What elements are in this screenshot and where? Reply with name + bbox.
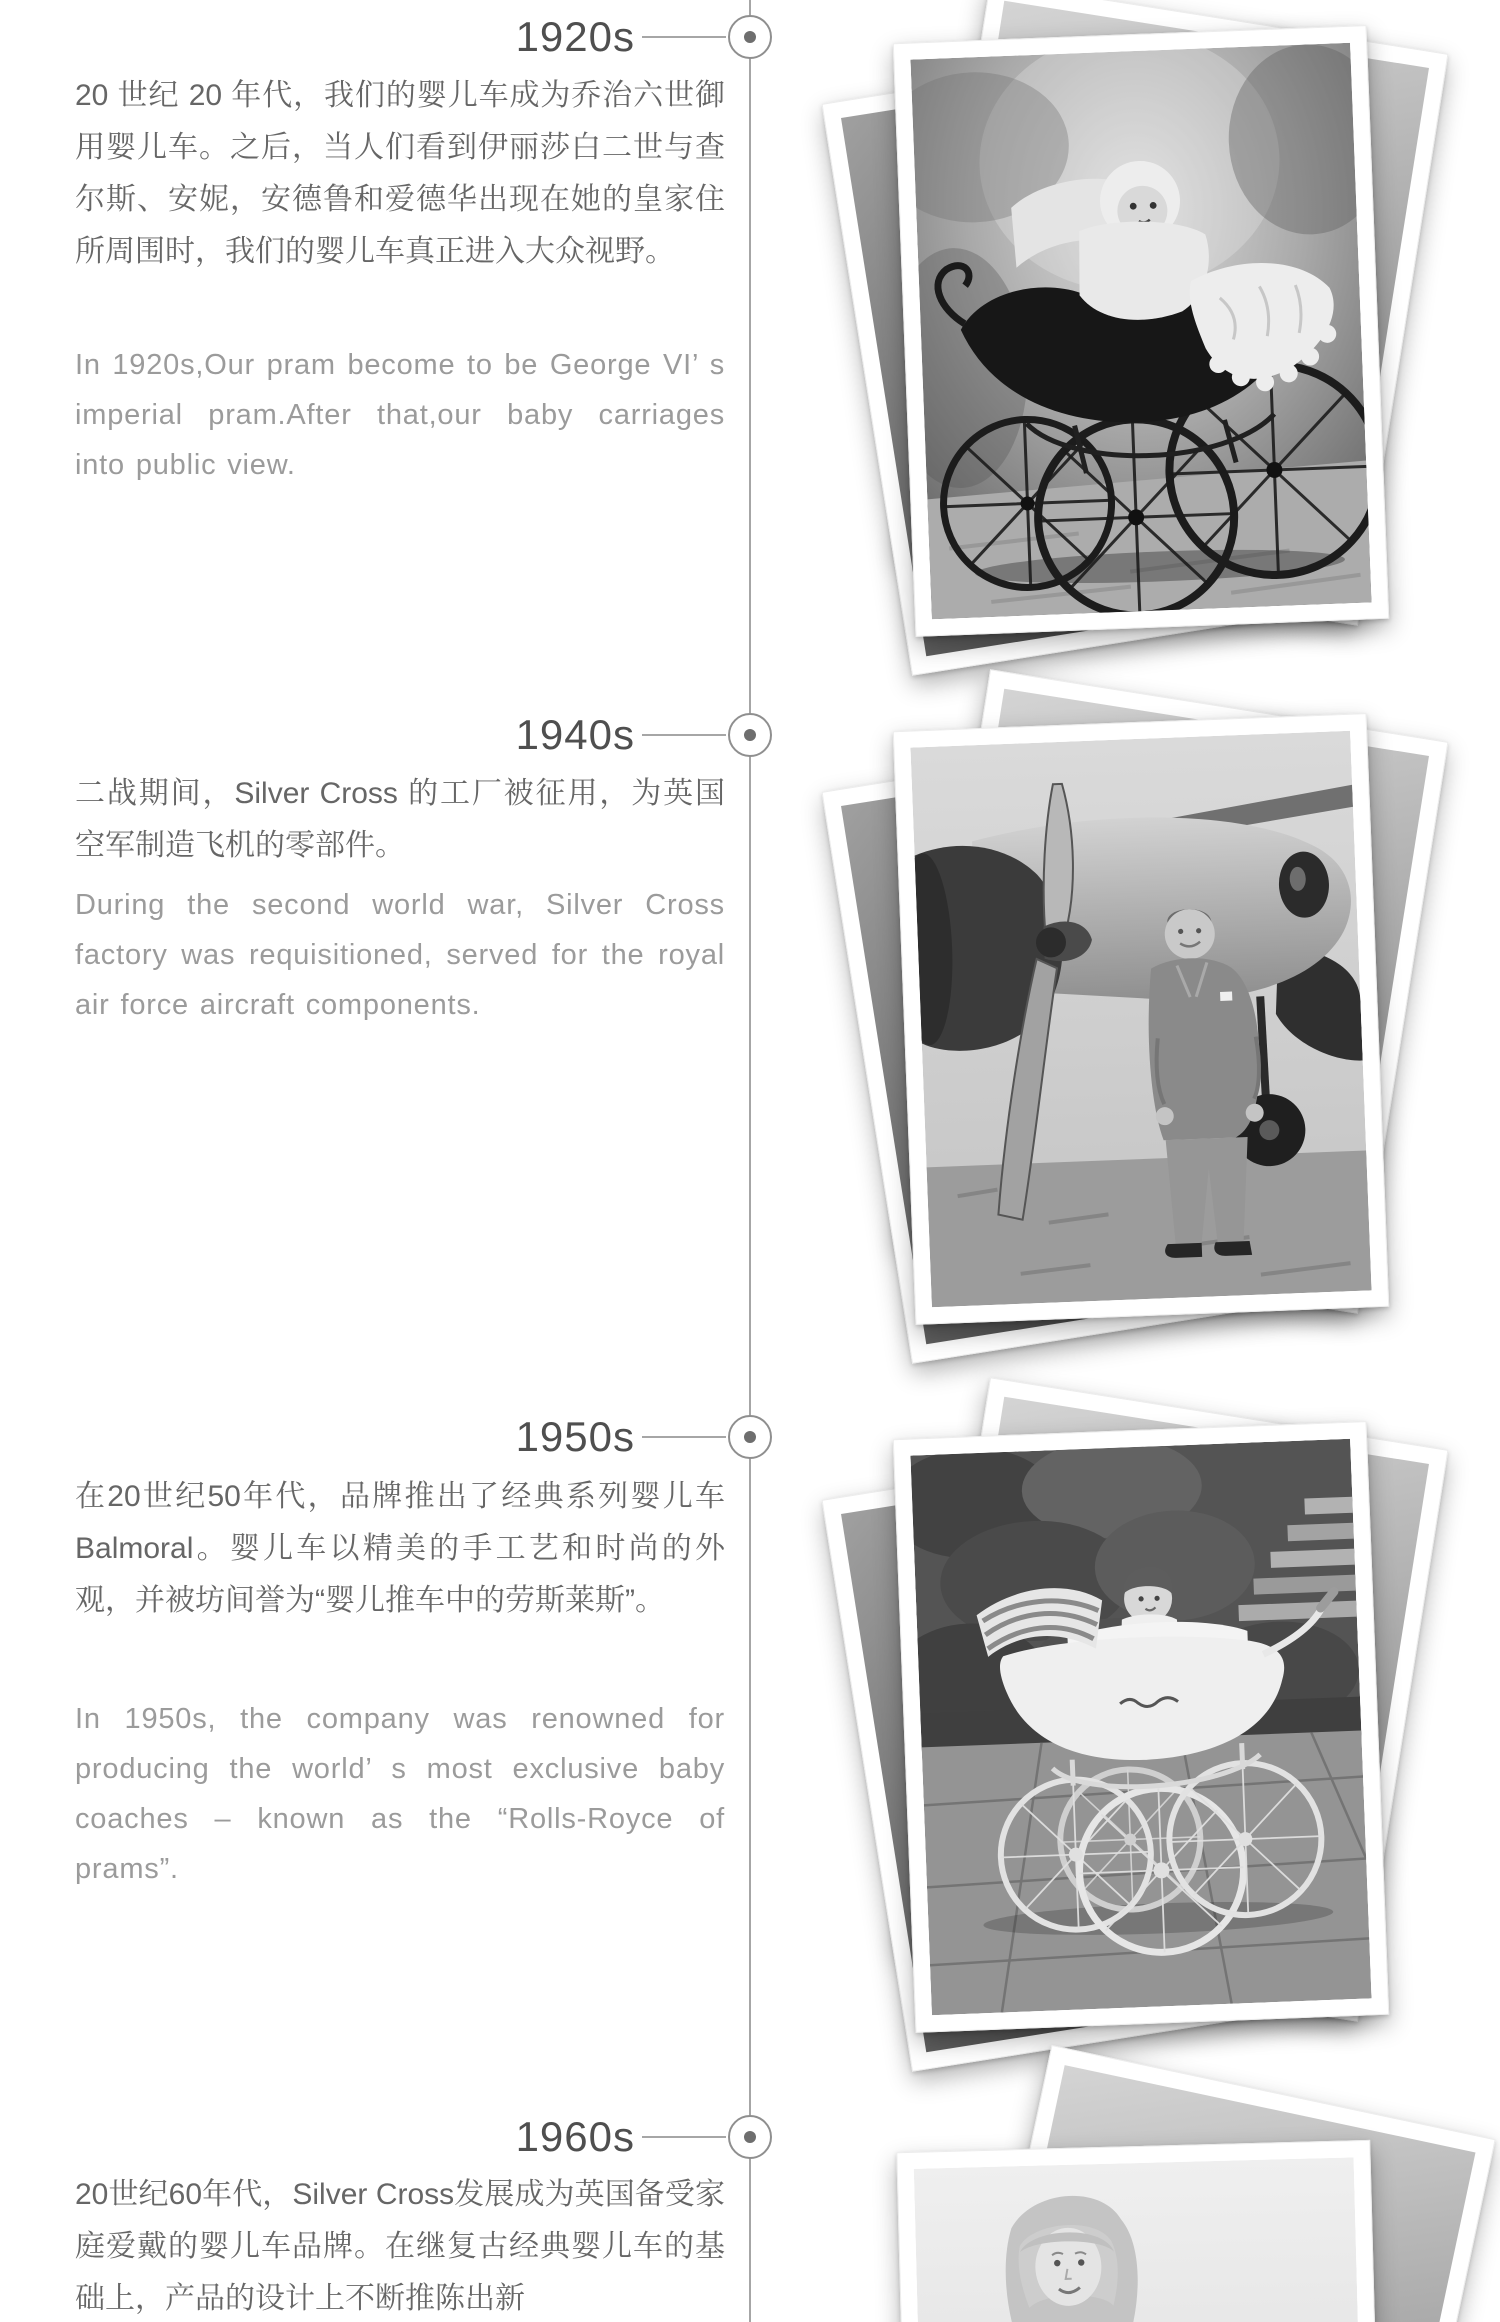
- paragraph-zh-1920s: 20 世纪 20 年代，我们的婴儿车成为乔治六世御用婴儿车。之后，当人们看到伊丽莎白二世与查尔斯、安妮，安德鲁和爱德华出现在她的皇家住所周围时，我们的婴儿车真正进入大众视野。: [75, 79, 725, 268]
- garden-pram-photo-illustration: [910, 1439, 1371, 2015]
- timeline-node-icon: [728, 15, 772, 59]
- timeline-node-icon: [728, 2115, 772, 2159]
- photo-main-1920s: [893, 25, 1389, 637]
- vintage-pram-photo-illustration: [910, 43, 1371, 619]
- timeline-connector: [642, 2136, 726, 2138]
- paragraph-en-1950s: In 1950s, the company was renowned for producing the world’ s most exclusive baby coaches – known as the “Rolls-Royce of prams”.: [75, 1703, 725, 1885]
- photo-main-1960s: [896, 2140, 1385, 2322]
- timeline-connector: [642, 36, 726, 38]
- timeline-connector: [642, 734, 726, 736]
- paragraph-zh-1940s: 二战期间，Silver Cross 的工厂被征用，为英国空军制造飞机的零部件。: [75, 777, 725, 862]
- decade-label-1940s: 1940s: [515, 711, 635, 758]
- photo-stack-1960s: [868, 2060, 1448, 2322]
- airplane-man-photo-illustration: [910, 731, 1371, 1307]
- paragraph-en-1920s: In 1920s,Our pram become to be George VI’ s imperial pram.After that,our baby carriages into public view.: [75, 349, 725, 481]
- timeline-connector: [642, 1436, 726, 1438]
- photo-stack-1940s: [868, 700, 1448, 1360]
- decade-label-1960s: 1960s: [515, 2113, 635, 2160]
- decade-label-1950s: 1950s: [515, 1413, 635, 1460]
- paragraph-zh-1950s: 在20世纪50年代，品牌推出了经典系列婴儿车Balmoral。婴儿车以精美的手工艺和时尚的外观，并被坊间誉为“婴儿推车中的劳斯莱斯”。: [75, 1480, 725, 1617]
- photo-main-1940s: [893, 713, 1389, 1325]
- timeline-node-icon: [728, 1415, 772, 1459]
- timeline-node-icon: [728, 713, 772, 757]
- photo-stack-1950s: [868, 1408, 1448, 2068]
- decade-label-1920s: 1920s: [515, 13, 635, 60]
- paragraph-zh-1960s: 20世纪60年代，Silver Cross发展成为英国备受家庭爱戴的婴儿车品牌。在继复古经典婴儿车的基础上，产品的设计上不断推陈出新: [75, 2178, 725, 2315]
- photo-stack-1920s: [868, 12, 1448, 672]
- photo-main-1950s: [893, 1421, 1389, 2033]
- timeline-vertical-line: [749, 0, 751, 2322]
- paragraph-en-1940s: During the second world war, Silver Cross factory was requisitioned, served for the royal air force aircraft components.: [75, 889, 725, 1021]
- woman-pram-photo-illustration: [914, 2157, 1369, 2322]
